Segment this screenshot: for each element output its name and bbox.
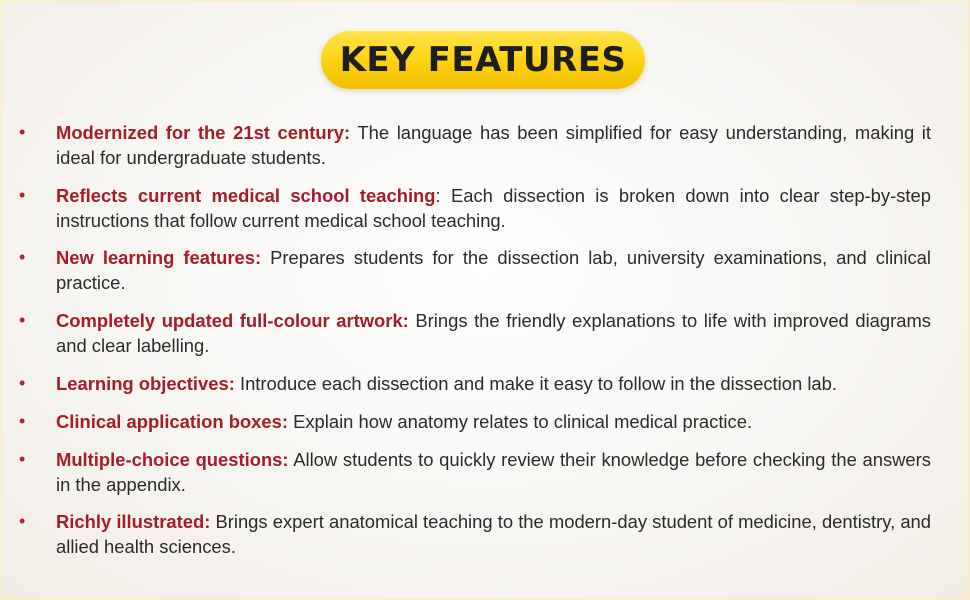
- bullet-icon: •: [19, 247, 26, 267]
- feature-item-mcq: [19, 447, 931, 497]
- bullet-icon: •: [19, 373, 26, 393]
- feature-heading: Reflects current medical school teaching: [56, 185, 436, 206]
- feature-heading: Clinical application boxes:: [56, 411, 288, 432]
- bullet-icon: •: [19, 511, 26, 531]
- feature-description: Allow students to quickly review their knowledge before checking the answers in the appendix.: [56, 449, 931, 495]
- bullet-icon: •: [19, 411, 26, 431]
- feature-item-illustrated: [19, 509, 932, 559]
- bullet-icon: •: [19, 122, 26, 142]
- feature-description: Brings the friendly explanations to life with improved diagrams and clear labelling.: [56, 310, 931, 356]
- bullet-icon: •: [19, 185, 26, 205]
- feature-description: Introduce each dissection and make it easy to follow in the dissection lab.: [234, 373, 837, 394]
- bullet-icon: •: [19, 310, 26, 330]
- page-title: KEY FEATURES: [339, 40, 627, 80]
- feature-description: Prepares students for the dissection lab, university examinations, and clinical practice.: [56, 247, 932, 293]
- feature-heading: Modernized for the 21st century:: [56, 122, 351, 143]
- feature-heading: Multiple-choice questions:: [56, 449, 289, 470]
- feature-description: Explain how anatomy relates to clinical medical practice.: [287, 411, 753, 432]
- title-banner: [321, 31, 645, 89]
- feature-heading: Richly illustrated:: [56, 511, 211, 532]
- feature-description: : Each dissection is broken down into clear step-by-step instructions that follow current medical school teaching.: [56, 185, 931, 231]
- feature-item-modernized: [19, 120, 931, 170]
- feature-heading: Learning objectives:: [56, 373, 235, 394]
- feature-heading: Completely updated full-colour artwork:: [56, 310, 409, 331]
- feature-description: The language has been simplified for easy understanding, making it ideal for undergraduate students.: [56, 122, 931, 168]
- feature-item-current-teaching: [19, 183, 931, 233]
- feature-description: Brings expert anatomical teaching to the modern-day student of medicine, dentistry, and allied health sciences.: [56, 511, 932, 557]
- bullet-icon: •: [19, 449, 26, 469]
- feature-item-clinical-boxes: [19, 409, 931, 434]
- feature-item-learning-objectives: [19, 371, 931, 396]
- feature-heading: New learning features:: [56, 247, 262, 268]
- feature-item-artwork: [19, 308, 931, 358]
- feature-item-learning-features: [19, 245, 932, 295]
